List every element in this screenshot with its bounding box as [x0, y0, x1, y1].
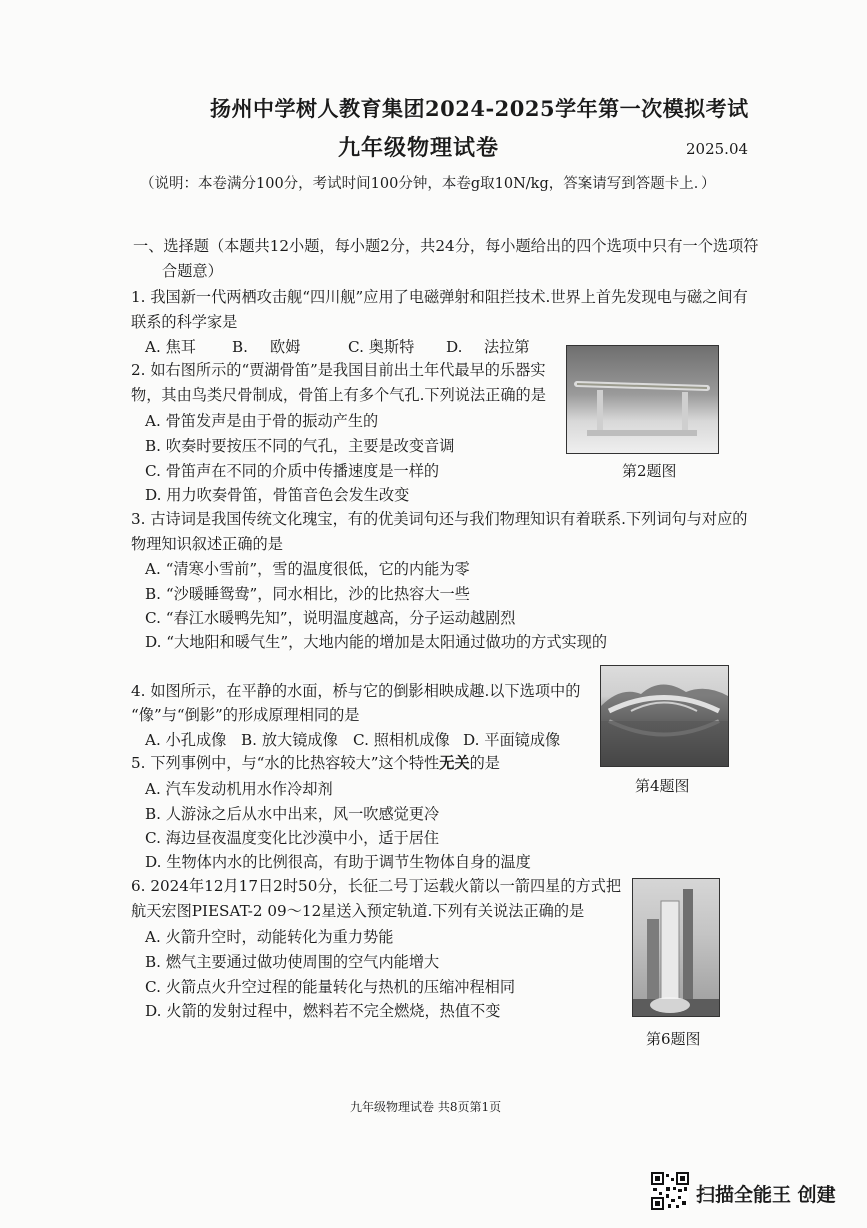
figure-4-caption: 第4题图	[635, 777, 690, 795]
option: B.	[232, 338, 248, 356]
question-2-option-d: D. 用力吹奏骨笛，骨笛音色会发生改变	[145, 486, 410, 504]
question-5-stem-post: 的是	[469, 754, 500, 772]
option: A. 焦耳	[145, 338, 196, 356]
bone-flute-image	[567, 346, 718, 453]
page-footer: 九年级物理试卷 共8页第1页	[350, 1100, 502, 1114]
question-1-stem-cont: 联系的科学家是	[131, 313, 238, 331]
question-5-option-d: D. 生物体内水的比例很高，有助于调节生物体自身的温度	[145, 853, 531, 871]
question-6-option-d: D. 火箭的发射过程中，燃料若不完全燃烧，热值不变	[145, 1002, 501, 1020]
question-2-stem-cont: 物，其由鸟类尺骨制成，骨笛上有多个气孔.下列说法正确的是	[131, 386, 546, 404]
option: B. 放大镜成像	[241, 731, 338, 749]
exam-note: （说明：本卷满分100分，考试时间100分钟，本卷g取10N/kg，答案请写到答题卡上．）	[140, 176, 716, 192]
question-5-option-c: C. 海边昼夜温度变化比沙漠中小，适于居住	[145, 829, 440, 847]
question-1-options	[145, 336, 530, 357]
question-5-option-b: B. 人游泳之后从水中出来，风一吹感觉更冷	[145, 805, 440, 823]
section-heading: 一、选择题（本题共12小题，每小题2分，共24分，每小题给出的四个选项中只有一个选项符	[133, 237, 759, 255]
bone-flute-photo	[566, 345, 719, 454]
question-2-stem: 2. 如右图所示的“贾湖骨笛”是我国目前出土年代最早的乐器实	[131, 361, 546, 379]
option: 法拉第	[484, 338, 530, 356]
question-2-option-c: C. 骨笛声在不同的介质中传播速度是一样的	[145, 462, 440, 480]
question-2-option-b: B. 吹奏时要按压不同的气孔，主要是改变音调	[145, 437, 455, 455]
question-6-stem: 6. 2024年12月17日2时50分，长征二号丁运载火箭以一箭四星的方式把	[131, 877, 622, 895]
question-6-option-a: A. 火箭升空时，动能转化为重力势能	[145, 928, 394, 946]
option: D.	[446, 338, 463, 356]
question-5-stem-emphasis: 无关	[439, 754, 470, 772]
exam-title: 扬州中学树人教育集团2024-2025学年第一次模拟考试	[210, 96, 749, 121]
question-4-stem-cont: “像”与“倒影”的形成原理相同的是	[131, 706, 360, 724]
rocket-launch-photo	[632, 878, 720, 1017]
bridge-image	[601, 666, 728, 766]
option: D. 平面镜成像	[463, 731, 561, 749]
option: 欧姆	[270, 338, 301, 356]
section-heading-cont: 合题意）	[162, 262, 223, 280]
bridge-photo	[600, 665, 729, 767]
option: C. 奥斯特	[348, 338, 415, 356]
exam-date: 2025.04	[686, 140, 749, 158]
question-3-option-b: B. “沙暖睡鸳鸯”，同水相比，沙的比热容大一些	[145, 585, 470, 603]
scanner-brand: 扫描全能王 创建	[696, 1184, 836, 1206]
qr-code-icon	[651, 1172, 689, 1210]
exam-subtitle: 九年级物理试卷	[338, 135, 500, 161]
question-4-stem: 4. 如图所示，在平静的水面，桥与它的倒影相映成趣.以下选项中的	[131, 682, 581, 700]
question-3-option-c: C. “春江水暖鸭先知”，说明温度越高，分子运动越剧烈	[145, 609, 516, 627]
option: A. 小孔成像	[145, 731, 227, 749]
question-6-stem-cont: 航天宏图PIESAT-2 09～12星送入预定轨道.下列有关说法正确的是	[131, 902, 585, 920]
question-5-stem	[131, 753, 500, 773]
question-6-option-c: C. 火箭点火升空过程的能量转化与热机的压缩冲程相同	[145, 978, 516, 996]
question-3-stem: 3. 古诗词是我国传统文化瑰宝，有的优美词句还与我们物理知识有着联系.下列词句与对应的	[131, 510, 748, 528]
question-5-stem-pre: 5. 下列事例中，与“水的比热容较大”这个特性	[131, 754, 440, 772]
question-2-option-a: A. 骨笛发声是由于骨的振动产生的	[145, 412, 379, 430]
rocket-image	[633, 879, 719, 1016]
question-3-option-a: A. “清寒小雪前”，雪的温度很低，它的内能为零	[145, 560, 470, 578]
question-3-stem-cont: 物理知识叙述正确的是	[131, 535, 283, 553]
figure-2-caption: 第2题图	[622, 462, 677, 480]
question-3-option-d: D. “大地阳和暖气生”，大地内能的增加是太阳通过做功的方式实现的	[145, 633, 608, 651]
question-5-option-a: A. 汽车发动机用水作冷却剂	[145, 780, 333, 798]
option: C. 照相机成像	[353, 731, 450, 749]
question-1-stem: 1. 我国新一代两栖攻击舰“四川舰”应用了电磁弹射和阻拦技术.世界上首先发现电与磁之间有	[131, 288, 748, 306]
question-6-option-b: B. 燃气主要通过做功使周围的空气内能增大	[145, 953, 440, 971]
figure-6-caption: 第6题图	[646, 1030, 701, 1048]
question-4-options	[145, 729, 560, 750]
